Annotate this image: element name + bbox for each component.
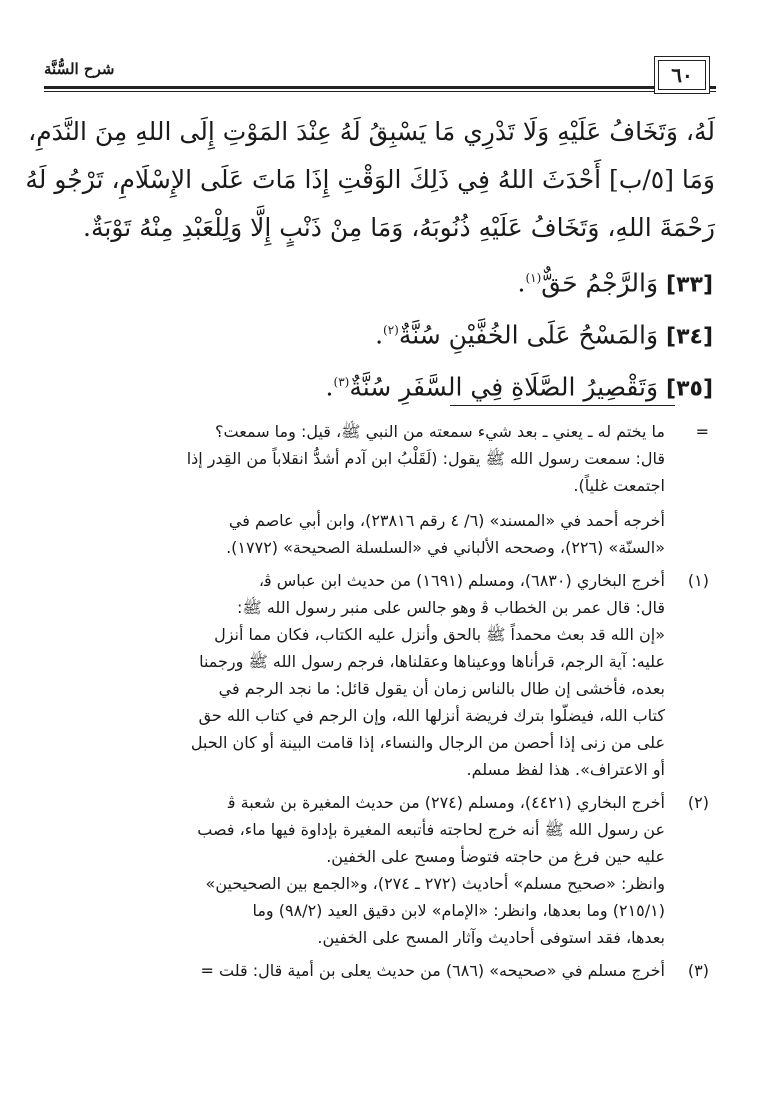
footnote-line: وانظر: «صحيح مسلم» أحاديث (٢٧٢ ـ ٢٧٤)، و«الجمع بين الصحيحين» <box>205 874 665 893</box>
footnote-line: على من زنى إذا أحصن من الرجال والنساء، إذا قامت البينة أو كان الحبل <box>190 733 665 752</box>
footnote-divider <box>450 405 675 406</box>
item-text: وَتَقْصِيرُ الصَّلَاةِ فِي السَّفَرِ سُنَّةٌ <box>349 372 667 402</box>
footnote-line: عليه حين فرغ من حاجته فتوضأ ومسح على الخفين. <box>326 847 665 866</box>
footnote-line: قال: سمعت رسول الله ﷺ يقول: (لَقَلْبُ ابن آدم أشدُّ انقلاباً من القِدر إذا <box>186 449 665 468</box>
footnote-line: كتاب الله، فيضلّوا بترك فريضة أنزلها الله، وإن الرجم في كتاب الله حق <box>198 706 665 725</box>
item-text: وَالرَّجْمُ حَقٌّ <box>541 268 667 298</box>
footnote-ref: (٣) <box>333 375 350 389</box>
footnote-ref: (١) <box>525 271 542 285</box>
footnote-continuation <box>44 418 709 561</box>
footnote-line: (٢١٥/١) وما بعدها، وانظر: «الإمام» لابن دقيق العيد (٩٨/٢) وما <box>252 901 665 920</box>
footnote-3 <box>44 957 709 984</box>
item-end: . <box>517 268 526 298</box>
footnote-line: أخرج البخاري (٤٤٢١)، ومسلم (٢٧٤) من حديث المغيرة بن شعبة ﭬ <box>227 793 665 812</box>
numbered-item-35 <box>44 356 715 408</box>
page-header <box>44 58 716 98</box>
main-line: وَمَا [٥/ب] أَحْدَثَ اللهُ فِي ذَلِكَ الوَقْتِ إِذَا مَاتَ عَلَى الإِسْلَامِ، تَرْجُو لَهُ <box>25 165 715 194</box>
footnote-line: ما يختم له ـ يعني ـ بعد شيء سمعته من النبي ﷺ، قيل: وما سمعت؟ <box>215 422 665 441</box>
header-rule <box>44 86 716 89</box>
footnote-line: اجتمعت غلياً). <box>573 476 665 495</box>
item-end: . <box>375 320 384 350</box>
footnote-line: أو الاعتراف». هذا لفظ مسلم. <box>466 760 665 779</box>
footnote-line: أخرج البخاري (٦٨٣٠)، ومسلم (١٦٩١) من حديث ابن عباس ﭬ، <box>258 571 665 590</box>
item-number: [٣٥] <box>666 376 713 402</box>
footnote-line: بعدها، فقد استوفى أحاديث وآثار المسح على الخفين. <box>317 928 665 947</box>
header-rule-thin <box>44 91 716 92</box>
footnote-line: بعده، فأخشى إن طال بالناس زمان أن يقول قائل: ما نجد الرجم في <box>218 679 665 698</box>
footnote-line: عن رسول الله ﷺ أنه خرج لحاجته فأتبعه المغيرة بإداوة فيها ماء، فصب <box>197 820 665 839</box>
footnote-number: (٣) <box>687 961 709 980</box>
item-text: وَالمَسْحُ عَلَى الخُفَّيْنِ سُنَّةٌ <box>398 320 667 350</box>
footnote-line: أخرج مسلم في «صحيحه» (٦٨٦) من حديث يعلى بن أمية قال: قلت = <box>200 961 665 980</box>
footnote-line: عليه: آية الرجم، قرأناها ووعيناها وعقلناها، فرجم رسول الله ﷺ ورجمنا <box>199 652 665 671</box>
footnote-line: «إن الله قد بعث محمداً ﷺ بالحق وأنزل عليه الكتاب، فكان مما أنزل <box>214 625 665 644</box>
footnote-2 <box>44 789 709 951</box>
footnote-line: قال: قال عمر بن الخطاب ﭬ وهو جالس على منبر رسول الله ﷺ: <box>237 598 665 617</box>
main-line: لَهُ، وَتَخَافُ عَلَيْهِ وَلَا تَدْرِي مَا يَسْبِقُ لَهُ عِنْدَ المَوْتِ إِلَى اللهِ مِنَ النَّدَمِ، <box>28 117 715 146</box>
footnote-number: (١) <box>687 571 709 590</box>
numbered-item-33 <box>44 252 715 304</box>
item-number: [٣٤] <box>666 324 713 350</box>
book-title: شرح السُّنَّة <box>44 60 118 78</box>
continuation-marker: = <box>695 422 709 441</box>
main-text <box>25 108 715 408</box>
footnote-line: «السنّة» (٢٢٦)، وصححه الألباني في «السلسلة الصحيحة» (١٧٧٢). <box>226 538 665 557</box>
footnotes <box>44 418 709 984</box>
footnote-number: (٢) <box>687 793 709 812</box>
footnote-line: أخرجه أحمد في «المسند» (٦/ ٤ رقم ٢٣٨١٦)، وابن أبي عاصم في <box>228 511 665 530</box>
page-number: ٦٠ <box>658 60 706 90</box>
numbered-item-34 <box>44 304 715 356</box>
footnote-1 <box>44 567 709 783</box>
item-end: . <box>325 372 334 402</box>
main-line: رَحْمَةَ اللهِ، وَتَخَافُ عَلَيْهِ ذُنُوبَهُ، وَمَا مِنْ ذَنْبٍ إِلَّا وَلِلْعَبْدِ مِنْهُ تَوْبَةٌ. <box>83 213 715 242</box>
footnote-ref: (٢) <box>383 323 399 337</box>
item-number: [٣٣] <box>666 272 713 298</box>
